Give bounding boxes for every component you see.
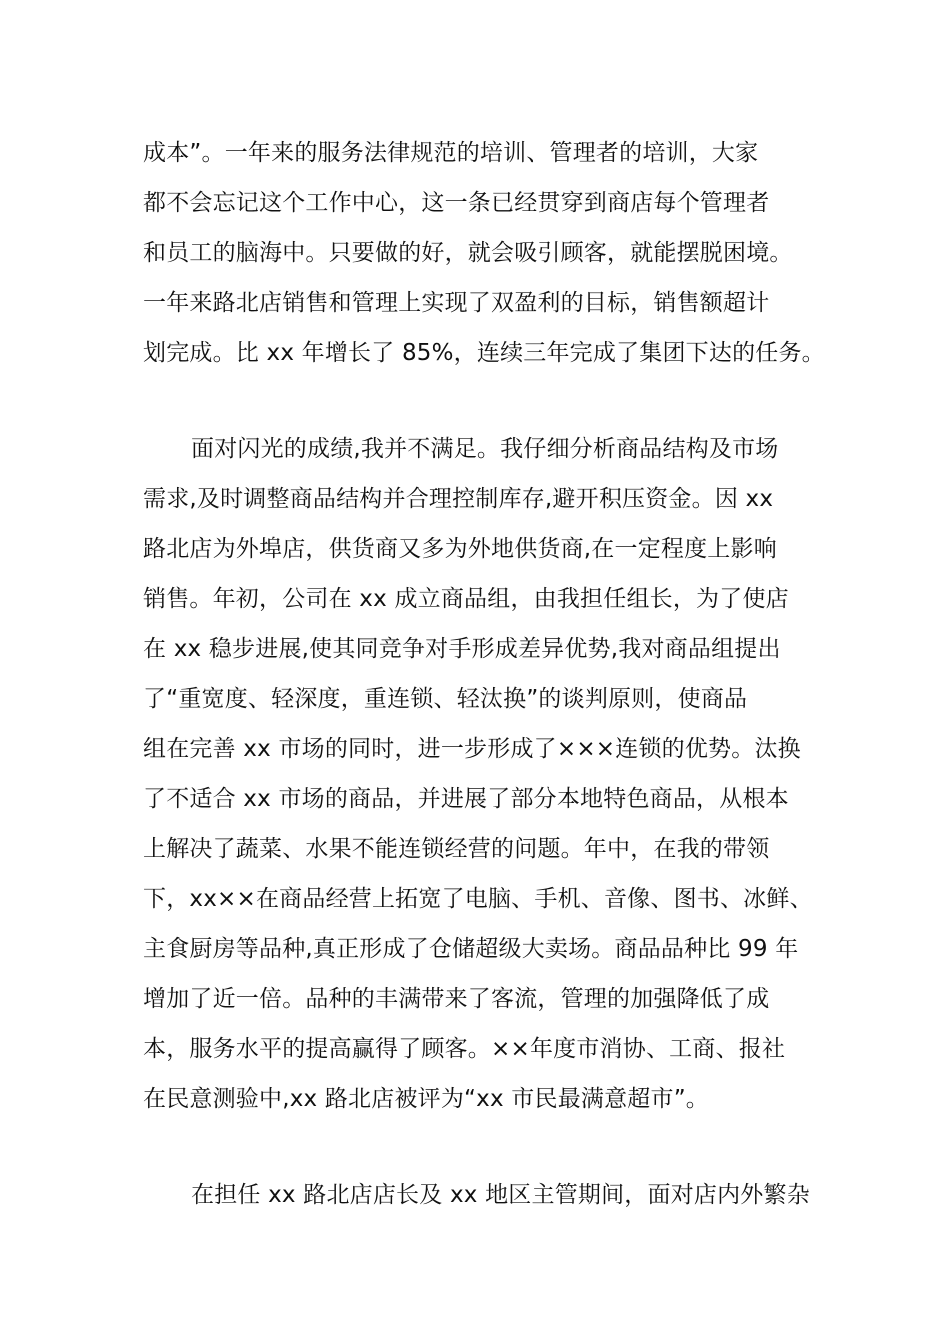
paragraph-2-line-4: 销售。年初，公司在 xx 成立商品组，由我担任组长，为了使店: [143, 586, 789, 612]
paragraph-2-line-11: 主食厨房等品种,真正形成了仓储超级大卖场。商品品种比 99 年: [143, 936, 799, 962]
paragraph-2-line-14: 在民意测验中,xx 路北店被评为“xx 市民最满意超市”。: [143, 1086, 710, 1112]
paragraph-1-line-3: 和员工的脑海中。只要做的好，就会吸引顾客，就能摆脱困境。: [143, 240, 793, 266]
paragraph-2-line-5: 在 xx 稳步进展,使其同竞争对手形成差异优势,我对商品组提出: [143, 636, 781, 662]
paragraph-2-line-10: 下，xx××在商品经营上拓宽了电脑、手机、音像、图书、冰鲜、: [143, 886, 813, 912]
paragraph-1-line-1: 成本”。一年来的服务法律规范的培训、管理者的培训，大家: [143, 140, 759, 166]
paragraph-1-line-2: 都不会忘记这个工作中心，这一条已经贯穿到商店每个管理者: [143, 190, 770, 216]
paragraph-2-line-6: 了“重宽度、轻深度，重连锁、轻汰换”的谈判原则，使商品: [143, 686, 748, 712]
paragraph-1-line-5: 划完成。比 xx 年增长了 85%，连续三年完成了集团下达的任务。: [143, 340, 825, 366]
paragraph-2-line-7: 组在完善 xx 市场的同时，进一步形成了×××连锁的优势。汰换: [143, 736, 801, 762]
paragraph-1-line-4: 一年来路北店销售和管理上实现了双盈利的目标，销售额超计: [143, 290, 770, 316]
paragraph-3-line-1: 在担任 xx 路北店店长及 xx 地区主管期间，面对店内外繁杂: [191, 1182, 810, 1208]
paragraph-2-line-12: 增加了近一倍。品种的丰满带来了客流，管理的加强降低了成: [143, 986, 770, 1012]
paragraph-2-line-1: 面对闪光的成绩,我并不满足。我仔细分析商品结构及市场: [191, 436, 779, 462]
paragraph-2-line-13: 本，服务水平的提高赢得了顾客。××年度市消协、工商、报社: [143, 1036, 786, 1062]
paragraph-2-line-8: 了不适合 xx 市场的商品，并进展了部分本地特色商品，从根本: [143, 786, 789, 812]
paragraph-2-line-3: 路北店为外埠店，供货商又多为外地供货商,在一定程度上影响: [143, 536, 777, 562]
paragraph-2-line-2: 需求,及时调整商品结构并合理控制库存,避开积压资金。因 xx: [143, 486, 774, 512]
paragraph-2-line-9: 上解决了蔬菜、水果不能连锁经营的问题。年中，在我的带领: [143, 836, 770, 862]
